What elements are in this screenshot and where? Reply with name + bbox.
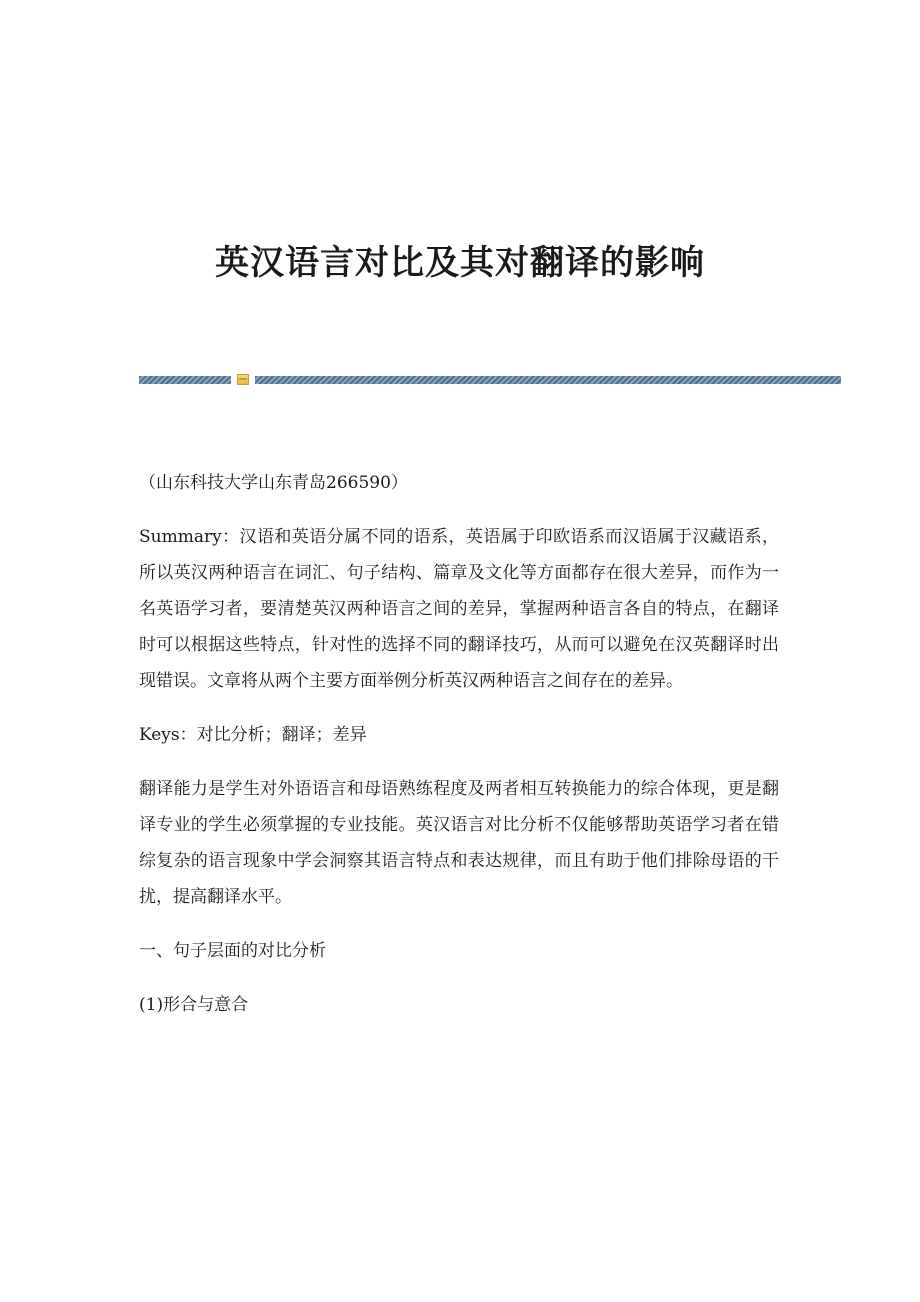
document-body [139,465,779,1041]
intro-paragraph: 翻译能力是学生对外语语言和母语熟练程度及两者相互转换能力的综合体现，更是翻译专业的学生必须掌握的专业技能。英汉语言对比分析不仅能够帮助英语学习者在错综复杂的语言现象中学会洞察其语言特点和表达规律，而且有助于他们排除母语的干扰，提高翻译水平。 [139,779,779,907]
keywords: Keys：对比分析；翻译；差异 [139,725,367,745]
section-heading: 一、句子层面的对比分析 [139,941,326,961]
subsection-heading: (1)形合与意合 [139,995,249,1015]
affiliation: （山东科技大学山东青岛266590） [139,473,408,493]
divider-ornament-icon [237,374,249,385]
divider-bar-left [139,376,231,384]
title-divider [139,374,841,386]
divider-bar-right [255,376,841,384]
document-title: 英汉语言对比及其对翻译的影响 [215,242,705,283]
summary-paragraph: Summary：汉语和英语分属不同的语系，英语属于印欧语系而汉语属于汉藏语系，所以英汉两种语言在词汇、句子结构、篇章及文化等方面都存在很大差异，而作为一名英语学习者，要清楚英汉两种语言之间的差异，掌握两种语言各自的特点，在翻译时可以根据这些特点，针对性的选择不同的翻译技巧，从而可以避免在汉英翻译时出现错误。文章将从两个主要方面举例分析英汉两种语言之间存在的差异。 [139,527,779,691]
